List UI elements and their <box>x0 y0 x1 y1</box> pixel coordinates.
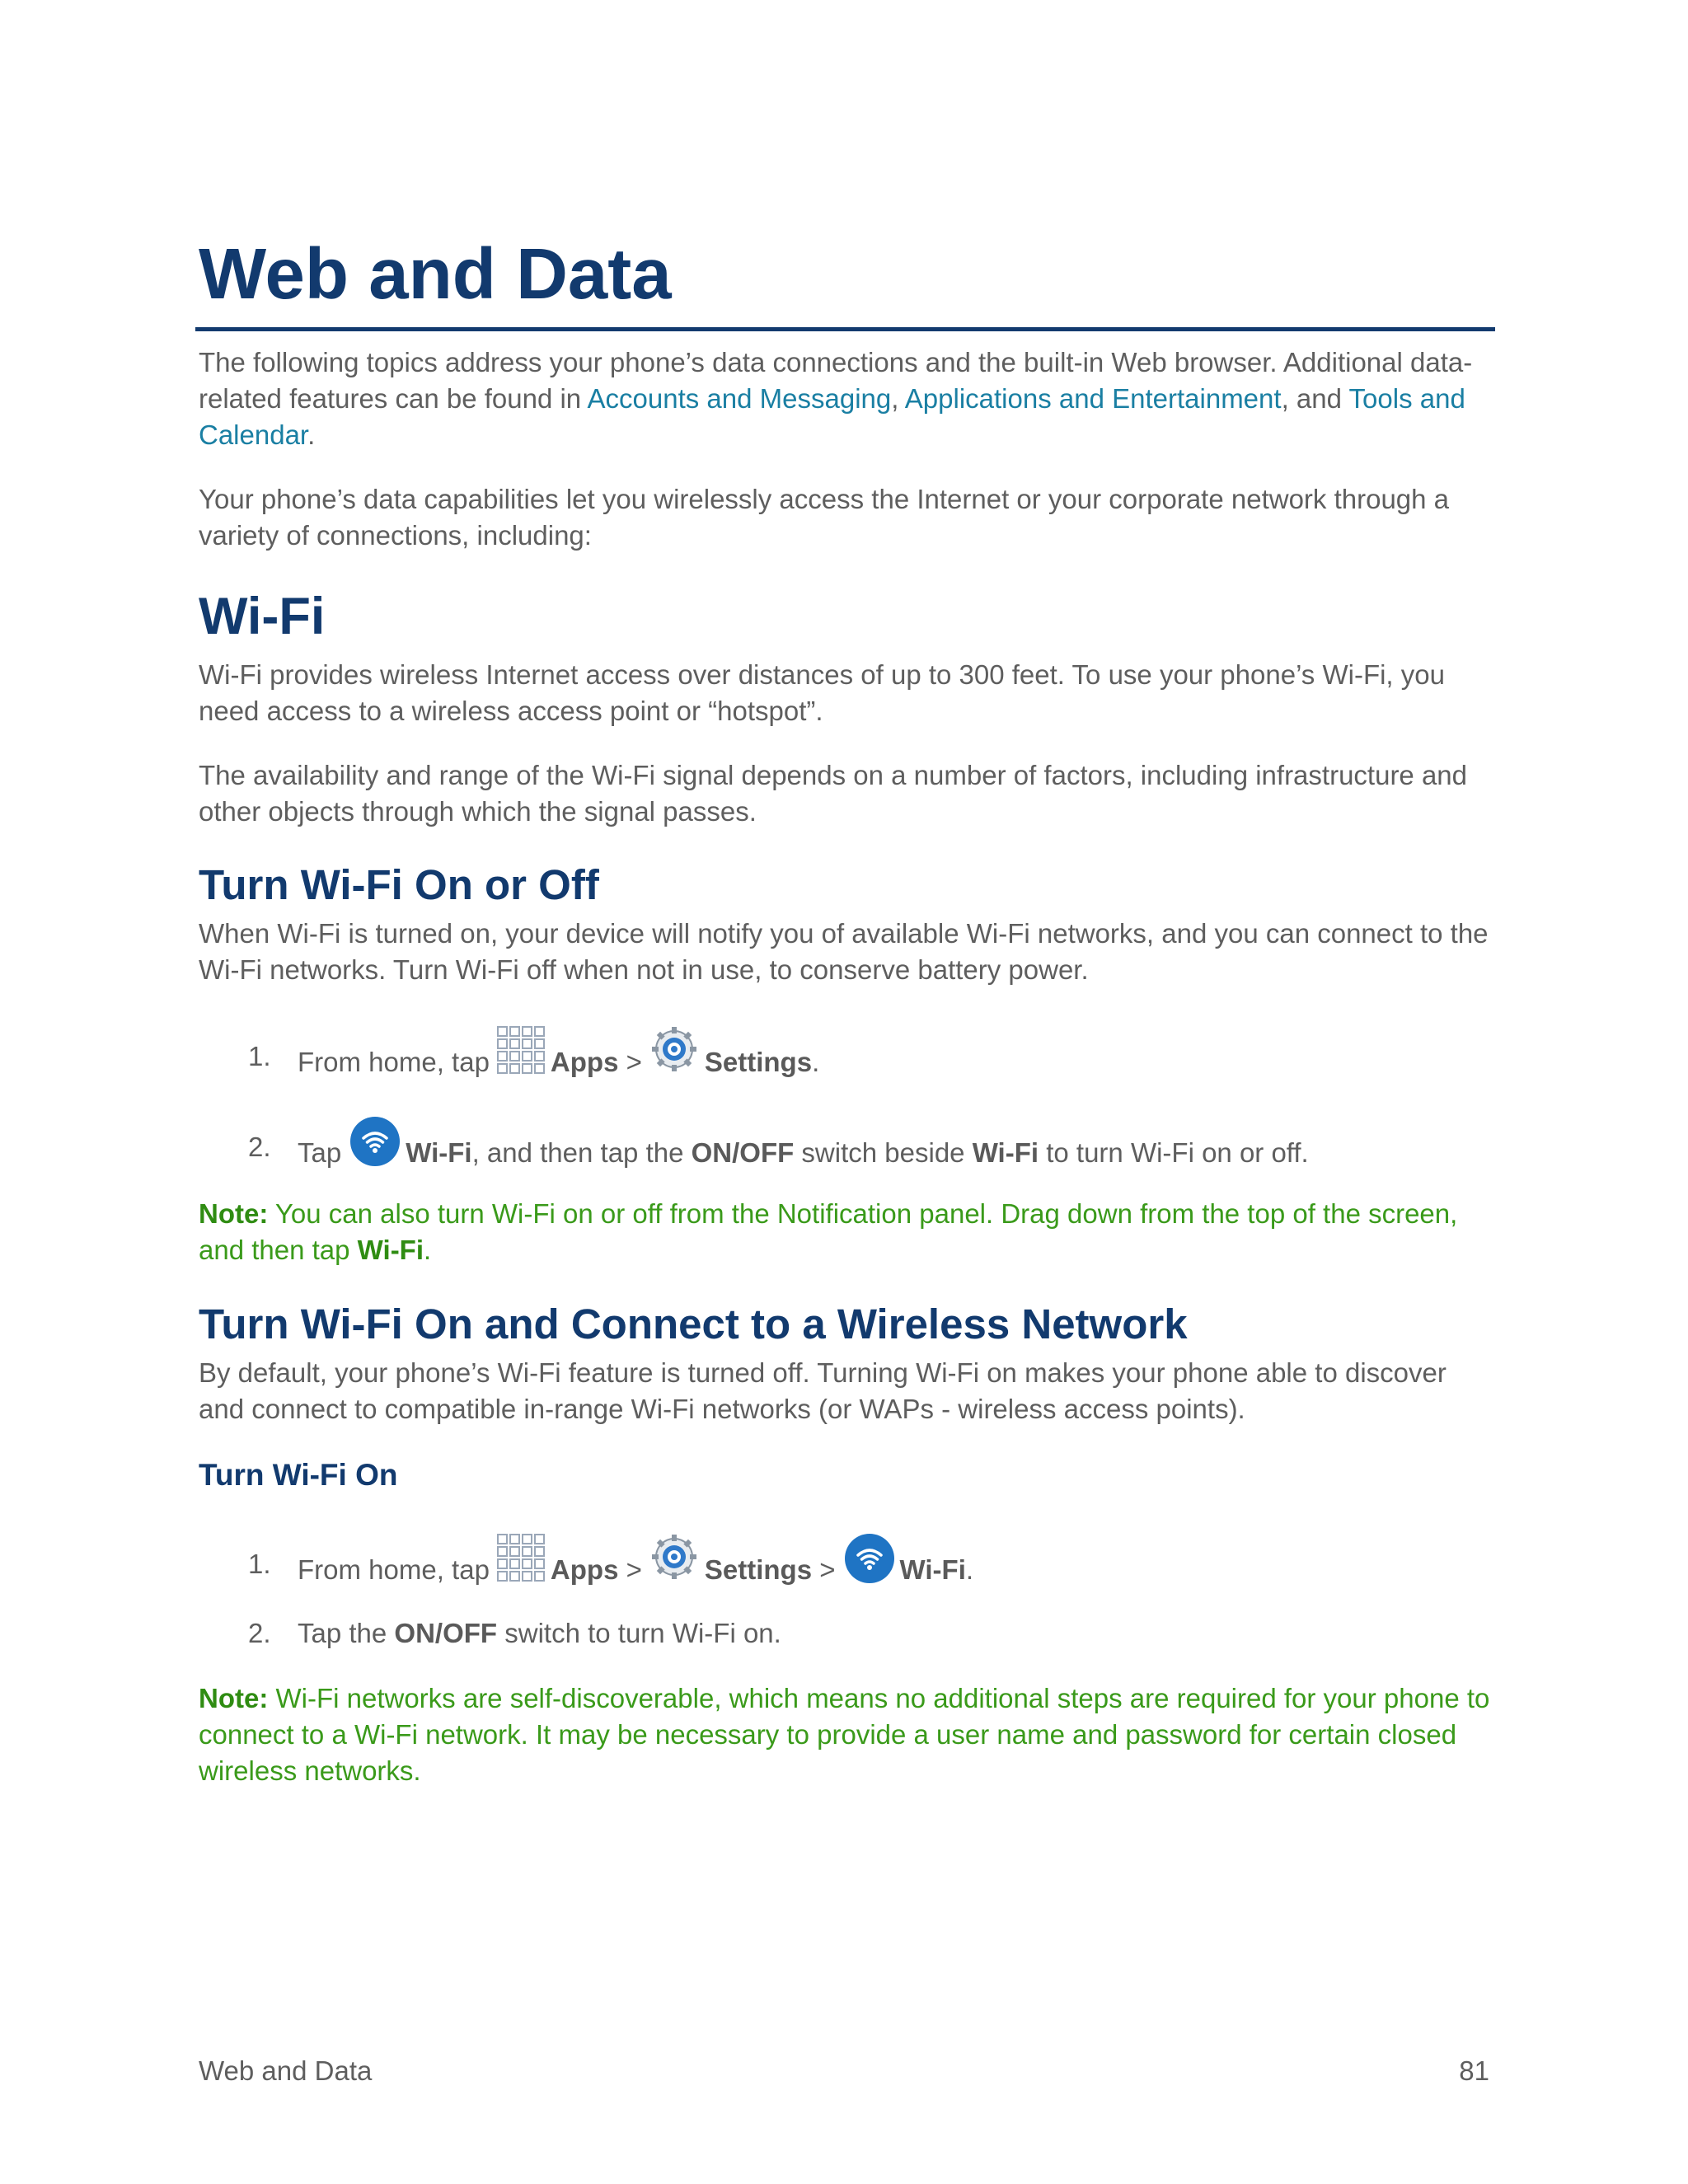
step-text: to turn Wi-Fi on or off. <box>1039 1137 1309 1168</box>
intro-paragraph <box>199 344 1493 453</box>
intro-separator: , and <box>1281 383 1349 414</box>
step-text: Tap <box>298 1137 342 1168</box>
intro-paragraph-2: Your phone’s data capabilities let you wirelessly access the Internet or your corporate network through a variety of connections, including: <box>199 484 1450 551</box>
onoff-label: ON/OFF <box>394 1618 498 1648</box>
wifi-paragraph-2: The availability and range of the Wi-Fi signal depends on a number of factors, including infrastructure and other objects through which the signal passes. <box>199 760 1468 827</box>
breadcrumb-separator: > <box>819 1554 836 1585</box>
step-text: switch to turn Wi-Fi on. <box>497 1618 781 1648</box>
step-content <box>298 1116 1309 1171</box>
intro-end: . <box>307 419 316 450</box>
link-tools-calendar[interactable]: Tools and Calendar <box>199 383 1465 450</box>
footer-section-title: Web and Data <box>199 2055 373 2086</box>
settings-label: Settings <box>704 1047 813 1077</box>
apps-label: Apps <box>550 1047 619 1077</box>
step-end: . <box>812 1047 820 1077</box>
breadcrumb-separator: > <box>626 1047 642 1077</box>
link-accounts-messaging[interactable]: Accounts and Messaging <box>587 383 892 414</box>
note-label: Note: <box>199 1198 269 1229</box>
step-number: 2. <box>248 1132 271 1162</box>
wifi-label: Wi-Fi <box>972 1137 1039 1168</box>
note-connect <box>199 1680 1493 1789</box>
connect-paragraph: By default, your phone’s Wi-Fi feature is turned off. Turning Wi-Fi on makes your phone able to discover and connect to compatible in-range Wi-Fi networks (or WAPs - wireless access points). <box>199 1357 1447 1424</box>
step-text: From home, tap <box>298 1047 490 1077</box>
footer-page-number: 81 <box>1459 2055 1489 2086</box>
intro-separator: , <box>891 383 905 414</box>
step-number: 1. <box>248 1041 271 1071</box>
settings-gear-icon <box>649 1025 700 1076</box>
step-number: 2. <box>248 1618 271 1648</box>
onoff-label: ON/OFF <box>691 1137 795 1168</box>
wifi-label: Wi-Fi <box>406 1137 472 1168</box>
note-end: . <box>424 1235 432 1265</box>
settings-label: Settings <box>704 1554 813 1585</box>
section-title-wifi: Wi-Fi <box>199 588 326 645</box>
page-title: Web and Data <box>199 234 672 314</box>
list-item <box>248 1526 1402 1584</box>
step-number: 1. <box>248 1549 271 1579</box>
step-text: Tap the <box>298 1618 395 1648</box>
step-text: switch beside <box>794 1137 973 1168</box>
settings-gear-icon <box>649 1533 700 1584</box>
wifi-icon <box>349 1116 401 1167</box>
step-content <box>298 1615 781 1652</box>
note-bold: Wi-Fi <box>357 1235 424 1265</box>
subsection-title-onoff: Turn Wi-Fi On or Off <box>199 861 599 908</box>
wifi-label: Wi-Fi <box>899 1554 966 1585</box>
wifi-paragraph-1: Wi-Fi provides wireless Internet access over distances of up to 300 feet. To use your phone’s Wi-Fi, you need access to a wireless access point or “hotspot”. <box>199 659 1445 726</box>
note-label: Note: <box>199 1683 269 1713</box>
step-end: . <box>965 1554 974 1585</box>
intro-text: The following topics address your phone’s data connections and the built-in Web browser. Additional data-related features can be found in <box>199 347 1473 414</box>
apps-label: Apps <box>550 1554 619 1585</box>
note-onoff <box>199 1196 1493 1268</box>
wifi-icon <box>844 1533 895 1584</box>
subsubsection-title-turn-on: Turn Wi-Fi On <box>199 1458 398 1492</box>
list-item <box>248 1109 1402 1167</box>
apps-grid-icon <box>496 1533 546 1584</box>
list-item <box>248 1615 1402 1657</box>
apps-grid-icon <box>496 1025 546 1076</box>
step-text: From home, tap <box>298 1554 490 1585</box>
step-text: , and then tap the <box>471 1137 692 1168</box>
link-applications-entertainment[interactable]: Applications and Entertainment <box>904 383 1282 414</box>
note-text: Wi-Fi networks are self-discoverable, which means no additional steps are required for your phone to connect to a Wi-Fi network. It may be necessary to provide a user name and password for certain closed wireless networks. <box>199 1683 1490 1786</box>
step-content <box>298 1025 819 1080</box>
list-item <box>248 1025 1402 1083</box>
step-content <box>298 1533 973 1588</box>
onoff-paragraph: When Wi-Fi is turned on, your device will notify you of available Wi-Fi networks, and you can connect to the Wi-Fi networks. Turn Wi-Fi off when not in use, to conserve battery power. <box>199 918 1489 985</box>
subsection-title-connect: Turn Wi-Fi On and Connect to a Wireless Network <box>199 1301 1188 1347</box>
breadcrumb-separator: > <box>626 1554 642 1585</box>
title-divider <box>195 327 1495 331</box>
note-text: You can also turn Wi-Fi on or off from the Notification panel. Drag down from the top of the screen, and then tap <box>199 1198 1458 1265</box>
